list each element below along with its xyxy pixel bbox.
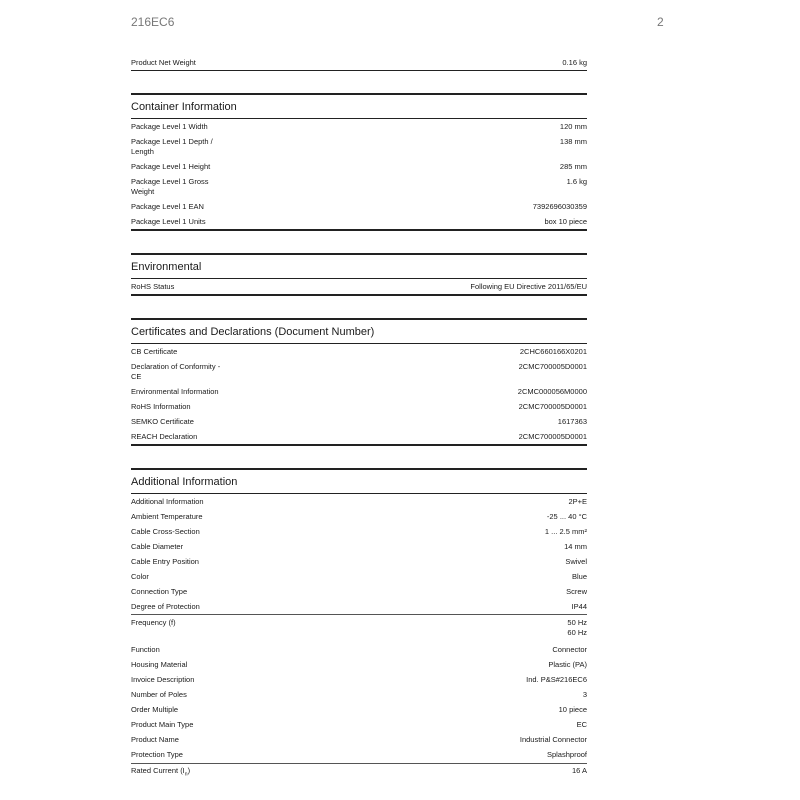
row-label: Cable Entry Position	[131, 556, 199, 566]
row-label: Frequency (f)	[131, 617, 176, 627]
row-value: Connector	[552, 645, 587, 654]
table-row	[131, 214, 587, 229]
container-information-section	[131, 93, 587, 231]
row-value: Swivel	[565, 556, 587, 566]
row-value: 2P+E	[568, 496, 587, 506]
row-label: Housing Material	[131, 660, 188, 669]
row-label: CB Certificate	[131, 346, 178, 356]
row-value: 285 mm	[559, 161, 587, 171]
row-value-2: 60 Hz	[567, 627, 587, 637]
row-value: 0.16 kg	[562, 57, 587, 67]
table-row	[131, 688, 587, 703]
table-row	[131, 494, 587, 509]
table-row	[131, 764, 587, 783]
row-value: 2CMC700005D0001	[518, 431, 587, 441]
section-title: Additional Information	[131, 468, 587, 494]
net-weight-row	[131, 55, 587, 71]
table-row	[131, 414, 587, 429]
row-value: 2CMC700005D0001	[518, 361, 587, 371]
row-value-multi	[567, 618, 587, 638]
row-label: Connection Type	[131, 586, 188, 596]
table-row	[131, 673, 587, 688]
row-value: 50 Hz	[567, 617, 587, 627]
row-label: Number of Poles	[131, 690, 187, 699]
row-value: 138 mm	[559, 136, 587, 146]
row-value: 1 ... 2.5 mm²	[544, 526, 587, 536]
row-label: SEMKO Certificate	[131, 416, 194, 426]
row-label: Function	[131, 645, 160, 654]
table-row	[131, 159, 587, 174]
row-value: 16 A	[571, 766, 587, 775]
row-value: Blue	[571, 571, 587, 581]
row-label: Package Level 1 Gross Weight	[131, 176, 209, 196]
table-row	[131, 569, 587, 584]
table-row	[131, 399, 587, 414]
table-row	[131, 359, 587, 384]
table-row	[131, 174, 587, 199]
row-value: 1.6 kg	[566, 176, 587, 186]
table-row	[131, 524, 587, 539]
row-value: EC	[576, 720, 587, 729]
row-label: Package Level 1 Units	[131, 216, 206, 226]
section-title: Certificates and Declarations (Document Number)	[131, 318, 587, 344]
label-subscript: n	[184, 771, 188, 778]
table-row	[131, 539, 587, 554]
row-label: Color	[131, 571, 149, 581]
row-label: Degree of Protection	[131, 601, 200, 611]
row-value: 2CMC000056M0000	[517, 386, 587, 396]
environmental-section	[131, 253, 587, 296]
row-label: Package Level 1 Depth / Length	[131, 136, 213, 156]
datasheet-content	[131, 55, 587, 782]
document-code: 216EC6	[131, 15, 175, 29]
table-row	[131, 384, 587, 399]
row-label: RoHS Status	[131, 281, 175, 291]
row-value: 7392696030359	[532, 201, 587, 211]
table-row	[131, 658, 587, 673]
row-label: Product Net Weight	[131, 57, 196, 67]
row-value: 14 mm	[564, 541, 587, 551]
row-value: 120 mm	[559, 121, 587, 131]
additional-information-section	[131, 468, 587, 782]
row-label: Cable Diameter	[131, 541, 184, 551]
row-label: Package Level 1 Height	[131, 161, 211, 171]
row-value: Screw	[566, 586, 587, 596]
label-main: Rated Current (I	[131, 766, 185, 775]
row-label: Order Multiple	[131, 705, 179, 714]
table-row	[131, 718, 587, 733]
row-label	[131, 766, 281, 780]
table-row	[131, 643, 587, 658]
table-row	[131, 599, 587, 615]
section-title: Container Information	[131, 93, 587, 119]
row-value: Ind. P&S#216EC6	[526, 675, 587, 684]
row-value: Splashproof	[546, 750, 587, 759]
page-number: 2	[657, 15, 664, 29]
table-row	[131, 199, 587, 214]
row-value: Plastic (PA)	[548, 660, 587, 669]
row-label: Environmental Information	[131, 386, 219, 396]
section-title: Environmental	[131, 253, 587, 279]
table-row	[131, 554, 587, 569]
table-row	[131, 134, 587, 159]
row-value: 2CHC660166X0201	[519, 346, 587, 356]
row-value: Industrial Connector	[519, 735, 587, 744]
row-label: Protection Type	[131, 750, 183, 759]
row-value: IP44	[571, 601, 587, 611]
table-row	[131, 429, 587, 444]
row-value: box 10 piece	[544, 216, 587, 226]
row-label: Package Level 1 EAN	[131, 201, 204, 211]
table-row	[131, 733, 587, 748]
table-row	[131, 748, 587, 764]
row-value: 3	[582, 690, 587, 699]
row-value: 1617363	[557, 416, 587, 426]
row-label: Cable Cross-Section	[131, 526, 200, 536]
label-end: )	[187, 766, 191, 775]
table-row	[131, 344, 587, 359]
table-row	[131, 119, 587, 134]
table-row	[131, 584, 587, 599]
row-label: Declaration of Conformity - CE	[131, 361, 221, 381]
row-label: Product Name	[131, 735, 179, 744]
row-label: Package Level 1 Width	[131, 121, 208, 131]
table-row	[131, 615, 587, 643]
table-row	[131, 509, 587, 524]
table-row	[131, 703, 587, 718]
row-value: 10 piece	[558, 705, 587, 714]
certificates-section	[131, 318, 587, 446]
row-label: Product Main Type	[131, 720, 194, 729]
row-label: REACH Declaration	[131, 431, 198, 441]
row-value: -25 ... 40 °C	[546, 511, 587, 521]
row-label: Ambient Temperature	[131, 511, 203, 521]
row-label: Additional Information	[131, 496, 204, 506]
row-value: Following EU Directive 2011/65/EU	[470, 281, 587, 291]
table-row	[131, 279, 587, 294]
row-value: 2CMC700005D0001	[518, 401, 587, 411]
row-label: RoHS Information	[131, 401, 191, 411]
row-label: Invoice Description	[131, 675, 195, 684]
